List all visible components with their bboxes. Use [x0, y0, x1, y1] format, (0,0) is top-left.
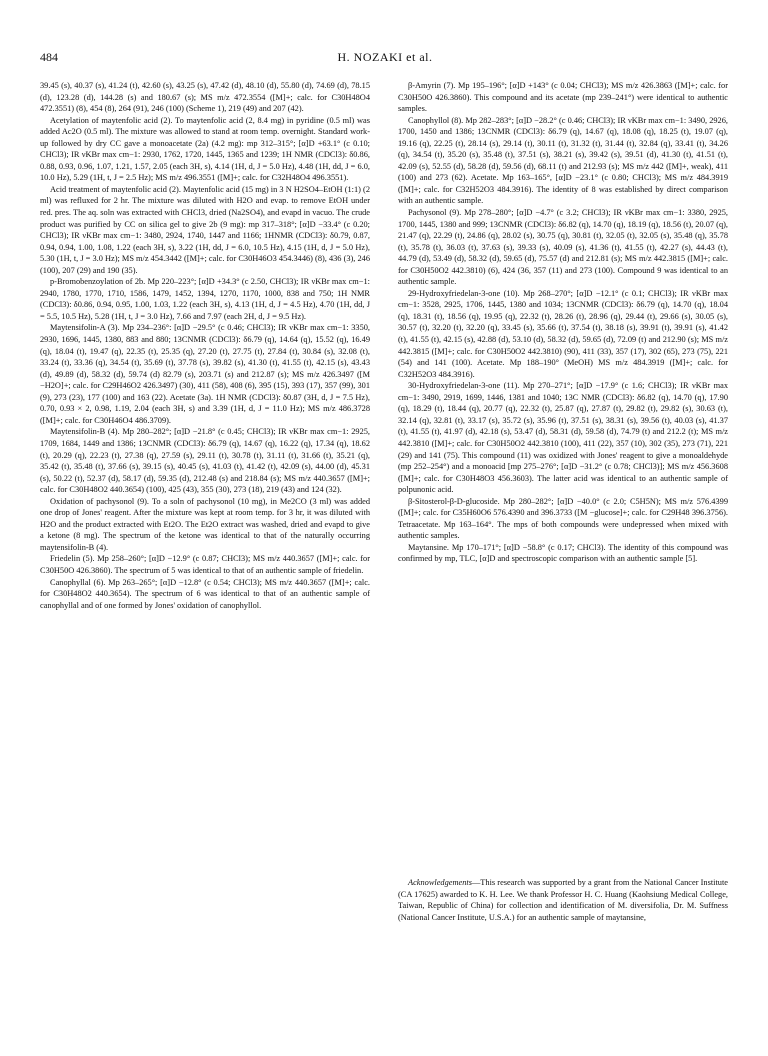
- paragraph: 29-Hydroxyfriedelan-3-one (10). Mp 268–270°; [α]D −12.1° (c 0.1; CHCl3); IR νKBr max cm−1: 3528, 2925, 1706, 1445, 1380 and 1034; 13CNMR (CDCl3): δ6.79 (q), 14.70 (q), 18.04 (q), 18.31 (t), 18.56 (q), 19.95 (q), 22.32 (t), 28.26 (t), 28.96 (q), 29.44 (t), 29.66 (s), 30.05 (s), 30.57 (t), 32.20 (t), 32.20 (q), 33.45 (s), 35.66 (t), 37.54 (t), 38.18 (s), 39.91 (t), 39.91 (s), 41.42 (t), 41.55 (t), 42.15 (s), 42.88 (d), 53.10 (d), 58.32 (d), 59.65 (d), 72.09 (t) and 212.90 (s); MS m/z 442.3815 ([M]+; calc. for C30H50O2 442.3810) (90), 411 (33), 357 (17), 302 (65), 273 (75), 221 (54) and 141 (100). Acetate. Mp 188–190° (MeOH) MS m/z 484.3919 ([M]+; calc. for C32H52O3 484.3916).: [398, 288, 728, 379]
- page-number: 484: [40, 50, 58, 64]
- paragraph: Maytansine. Mp 170–171°; [α]D −58.8° (c 0.17; CHCl3). The identity of this compound was confirmed by mp, TLC, [α]D and spectroscopic comparison with an authentic sample [5].: [398, 542, 728, 564]
- paragraph: Oxidation of pachysonol (9). To a soln of pachysonol (10 mg), in Me2CO (3 ml) was added one drop of Jones' reagent. After the mixture was kept at room temp. for 3 hr, it was diluted with H2O and the product extracted with Et2O. The Et2O extract was washed, dried and evapd to give a ketone (8 mg). The spectrum of the ketone was identical to that of the naturally occurring maytensifolin-B (4).: [40, 496, 370, 552]
- acknowledgements: [398, 877, 728, 923]
- paragraph: 30-Hydroxyfriedelan-3-one (11). Mp 270–271°; [α]D −17.9° (c 1.6; CHCl3); IR νKBr max cm−1: 3490, 2919, 1699, 1446, 1381 and 1040; 13C NMR (CDCl3): δ6.82 (q), 14.70 (q), 17.90 (q), 18.29 (t), 18.44 (q), 20.77 (q), 22.32 (t), 25.87 (q), 27.87 (t), 29.82 (t), 29.82 (s), 30.63 (t), 32.14 (q), 32.81 (t), 33.17 (s), 35.72 (s), 35.96 (t), 37.51 (s), 38.31 (s), 39.56 (t), 40.03 (s), 41.37 (t), 41.55 (t), 41.97 (d), 42.18 (s), 53.47 (d), 58.31 (d), 59.58 (d), 74.79 (t) and 212.2 (t); MS m/z 442.3810 ([M]+; calc. for C30H50O2 442.3810 (100), 411 (22), 357 (10), 302 (35), 273 (71), 221 (29) and 141 (75). This compound (11) was oxidized with Jones' reagent to give a monoaldehyde (mp 252–254°) and a monoacid [mp 275–276°; [α]D −31.2° (c 0.78; CHCl3)]; MS m/z 456.3608 ([M]+; calc. for C30H48O3 456.3603). The latter acid was identical to an authentic sample of polpunonic acid.: [398, 381, 728, 495]
- right-column: [398, 80, 728, 565]
- paragraph: Pachysonol (9). Mp 278–280°; [α]D −4.7° (c 3.2; CHCl3); IR νKBr max cm−1: 3380, 2925, 1700, 1445, 1380 and 999; 13CNMR (CDCl3): δ6.82 (q), 14.70 (q), 18.19 (q), 18.56 (t), 20.07 (q), 21.47 (q), 22.29 (t), 24.86 (q), 28.02 (s), 30.75 (q), 30.81 (t), 32.05 (t), 32.05 (s), 35.48 (q), 35.78 (t), 35.78 (t), 36.03 (t), 37.63 (s), 39.33 (s), 40.09 (s), 41.36 (t), 41.55 (t), 42.27 (s), 44.43 (t), 44.79 (d), 53.49 (d), 58.32 (d), 59.65 (d), 75.57 (d) and 212.81 (s); MS m/z 442.3815 ([M]+; calc. for C30H50O2 442.3810) (6), 424 (36, 357 (11) and 273 (100). Compound 9 was identical to an authentic sample.: [398, 208, 728, 287]
- paragraph: Canophyllal (6). Mp 263–265°; [α]D −12.8° (c 0.54; CHCl3); MS m/z 440.3657 ([M]+; calc. for C30H48O2 440.3654). The spectrum of 6 was identical to that of an authentic sample of canophyllal and of one formed by Jones' oxidation of canophyllol.: [40, 577, 370, 610]
- paragraph: p-Bromobenzoylation of 2b. Mp 220–223°; [α]D +34.3° (c 2.50, CHCl3); IR νKBr max cm−1: 2940, 1780, 1770, 1710, 1586, 1479, 1452, 1394, 1270, 1170, 1000, 838 and 750; 1H NMR (CDCl3): δ0.86, 0.94, 0.95, 1.00, 1.03, 1.22 (each 3H, s), 4.13 (1H, d, J = 4.5 Hz), 4.70 (1H, dd, J = 5.5, 10.5 Hz), 5.28 (1H, t, J = 3.0 Hz), 7.66 and 7.97 (each 2H, d, J = 9.5 Hz).: [40, 277, 370, 321]
- paragraph: β-Amyrin (7). Mp 195–196°; [α]D +143° (c 0.04; CHCl3); MS m/z 426.3863 ([M]+; calc. for C30H50O 426.3860). This compound and its acetate (mp 239–241°) were identical to authentic samples.: [398, 81, 728, 114]
- paragraph: Maytensifolin-B (4). Mp 280–282°; [α]D −21.8° (c 0.45; CHCl3); IR νKBr max cm−1: 2925, 1709, 1684, 1449 and 1386; 13CNMR (CDCl3): δ6.79 (q), 14.67 (q), 16.22 (q), 17.34 (q), 18.62 (t), 20.29 (q), 22.23 (t), 27.38 (q), 27.59 (s), 29.11 (t), 30.78 (t), 31.11 (t), 31.66 (t), 35.21 (q), 35.42 (t), 35.48 (t), 37.66 (s), 39.15 (s), 40.45 (s), 41.03 (t), 41.42 (t), 42.09 (s), 44.00 (d), 45.31 (s), 50.22 (t), 52.37 (d), 58.17 (d), 59.35 (d), 212.48 (s) and 218.84 (s); MS m/z 440.3657 ([M]+; calc. for C30H48O2 440.3654) (100), 425 (43), 355 (30), 273 (18), 219 (43) and 124 (32).: [40, 427, 370, 495]
- acknowledgements-paragraph: [398, 877, 728, 923]
- acknowledgements-title: Acknowledgements: [408, 878, 472, 887]
- paragraph: Acetylation of maytenfolic acid (2). To maytenfolic acid (2, 8.4 mg) in pyridine (0.5 ml) was added Ac2O (0.5 ml). The mixture was allowed to stand at room temp. overnight. Standard work-up followed by dry CC gave a monoacetate (2a) (4.2 mg): mp 312–315°; [α]D +63.1° (c 0.10; CHCl3); IR νKBr max cm−1: 2930, 1762, 1720, 1445, 1365 and 1239; 1H NMR (CDCl3): δ0.86, 0.88, 0.93, 0.96, 1.07, 1.21, 1.57, 2.05 (each 3H, s), 4.14 (1H, d, J = 5.0 Hz), 4.48 (1H, dd, J = 6.0, 10.0 Hz), 5.29 (1H, t, J = 2.5 Hz); MS m/z 496.3551 ([M]+; calc. for C32H48O4 496.3551).: [40, 115, 370, 183]
- paragraph: 39.45 (s), 40.37 (s), 41.24 (t), 42.60 (s), 43.25 (s), 47.42 (d), 48.10 (d), 55.80 (d), 74.69 (d), 78.15 (d), 123.28 (d), 144.28 (s) and 180.67 (s); MS m/z 472.3554 ([M]+; calc. for C30H48O4 472.3551) (8), 454 (8), 264 (91), 246 (100) (Scheme 1), 219 (49) and 207 (42).: [40, 81, 370, 114]
- acknowledgements-text: —This research was supported by a grant from the National Cancer Institute (CA 17625) awarded to K. H. Lee. We thank Professor H. C. Huang (Kaohsiung Medical College, Taiwan, Republic of China) for collection and identification of M. diversifolia, Dr. M. Suffness (National Cancer Institute, U.S.A.) for an authentic sample of maytansine,: [398, 878, 728, 922]
- paragraph: Acid treatment of maytenfolic acid (2). Maytenfolic acid (15 mg) in 3 N H2SO4–EtOH (1:1) (2 ml) was refluxed for 2 hr. The mixture was diluted with H2O and evap. to remove EtOH under red. pres. The aq. soln was extracted with CHCl3, dried (Na2SO4), and evapd in vacuo. The crude product was purified by CC on silica gel to give 2b (9 mg): mp 317–318°; [α]D −33.4° (c 0.20; CHCl3); IR νKBr max cm−1: 3480, 2924, 1740, 1447 and 1166; 1HNMR (CDCl3): δ0.79, 0.87, 0.94, 0.94, 1.00, 1.08, 1.22 (each 3H, s), 3.22 (1H, dd, J = 6.0, 10.5 Hz), 4.15 (1H, d, J = 5.0 Hz), 5.30 (1H, t, J = 3.0 Hz); MS m/z 454.3442 ([M]+; calc. for C30H46O3 454.3446) (8), 436 (3), 246 (100), 207 (29) and 190 (35).: [40, 184, 370, 275]
- paragraph: Maytensifolin-A (3). Mp 234–236°: [α]D −29.5° (c 0.46; CHCl3); IR νKBr max cm−1: 3350, 2930, 1696, 1445, 1380, 883 and 880; 13CNMR (CDCl3): δ6.79 (q), 14.64 (q), 15.52 (q), 16.49 (q), 18.04 (t), 19.47 (q), 22.35 (t), 25.35 (q), 27.20 (t), 27.75 (t), 27.84 (t), 30.84 (s), 32.08 (t), 33.24 (t), 33.36 (q), 34.54 (t), 35.69 (t), 37.78 (s), 39.82 (s), 41.30 (t), 41.55 (t), 42.15 (s), 43.43 (d), 49.89 (d), 58.32 (d), 59.74 (d) 82.79 (s), 203.71 (s) and 212.87 (s); MS m/z 426.3497 ([M −H2O]+; calc. for C29H46O2 426.3497) (30), 411 (58), 408 (6), 395 (15), 393 (17), 357 (99), 301 (9), 273 (23), 177 (100) and 163 (22). Acetate (3a). 1H NMR (CDCl3): δ0.87 (3H, d, J = 7.5 Hz), 0.70, 0.93 × 2, 0.98, 1.19, 2.04 (each 3H, s) and 3.39 (1H, d, J = 11.0 Hz); MS m/z 486.3728 ([M]+; calc. for C30H46O4 486.3709).: [40, 323, 370, 425]
- running-title: H. NOZAKI et al.: [337, 50, 433, 64]
- paragraph: Canophyllol (8). Mp 282–283°; [α]D −28.2° (c 0.46; CHCl3); IR νKBr max cm−1: 3490, 2926, 1700, 1450 and 1386; 13CNMR (CDCl3): δ6.79 (q), 14.67 (q), 18.08 (q), 18.25 (t), 19.07 (q), 19.16 (q), 22.25 (t), 28.14 (s), 29.14 (t), 30.11 (t), 31.32 (t), 31.44 (t), 32.84 (q), 33.41 (t), 34.26 (q), 34.54 (t), 35.20 (s), 35.48 (t), 37.51 (s), 38.21 (s), 39.42 (s), 39.51 (d), 41.30 (t), 41.51 (t), 42.09 (s), 52.55 (d), 58.28 (d), 59.56 (d), 68.11 (t) and 212.93 (s); MS m/z 442 ([M]+, weak), 411 (100) and 273 (62). Acetate. Mp 163–165°, [α]D −23.1° (c 0.80; CHCl3); MS m/z 484.3919 ([M]+; calc. for C32H52O3 484.3916). The identity of 8 was established by direct comparison with an authentic sample.: [398, 115, 728, 206]
- page-header: [40, 50, 730, 70]
- paragraph: Friedelin (5). Mp 258–260°; [α]D −12.9° (c 0.87; CHCl3); MS m/z 440.3657 ([M]+; calc. for C30H50O 426.3860). The spectrum of 5 was identical to that of an authentic sample of friedelin.: [40, 554, 370, 575]
- left-column: [40, 80, 370, 611]
- paragraph: β-Sitosterol-β-D-glucoside. Mp 280–282°; [α]D −40.0° (c 2.0; C5H5N); MS m/z 576.4399 ([M]+; calc. for C35H60O6 576.4390 and 396.3733 ([M −glucose]+; calc. for C29H48 396.3756). Tetraacetate. Mp 163–164°. The mps of both compounds were undepressed when mixed with authentic samples.: [398, 496, 728, 541]
